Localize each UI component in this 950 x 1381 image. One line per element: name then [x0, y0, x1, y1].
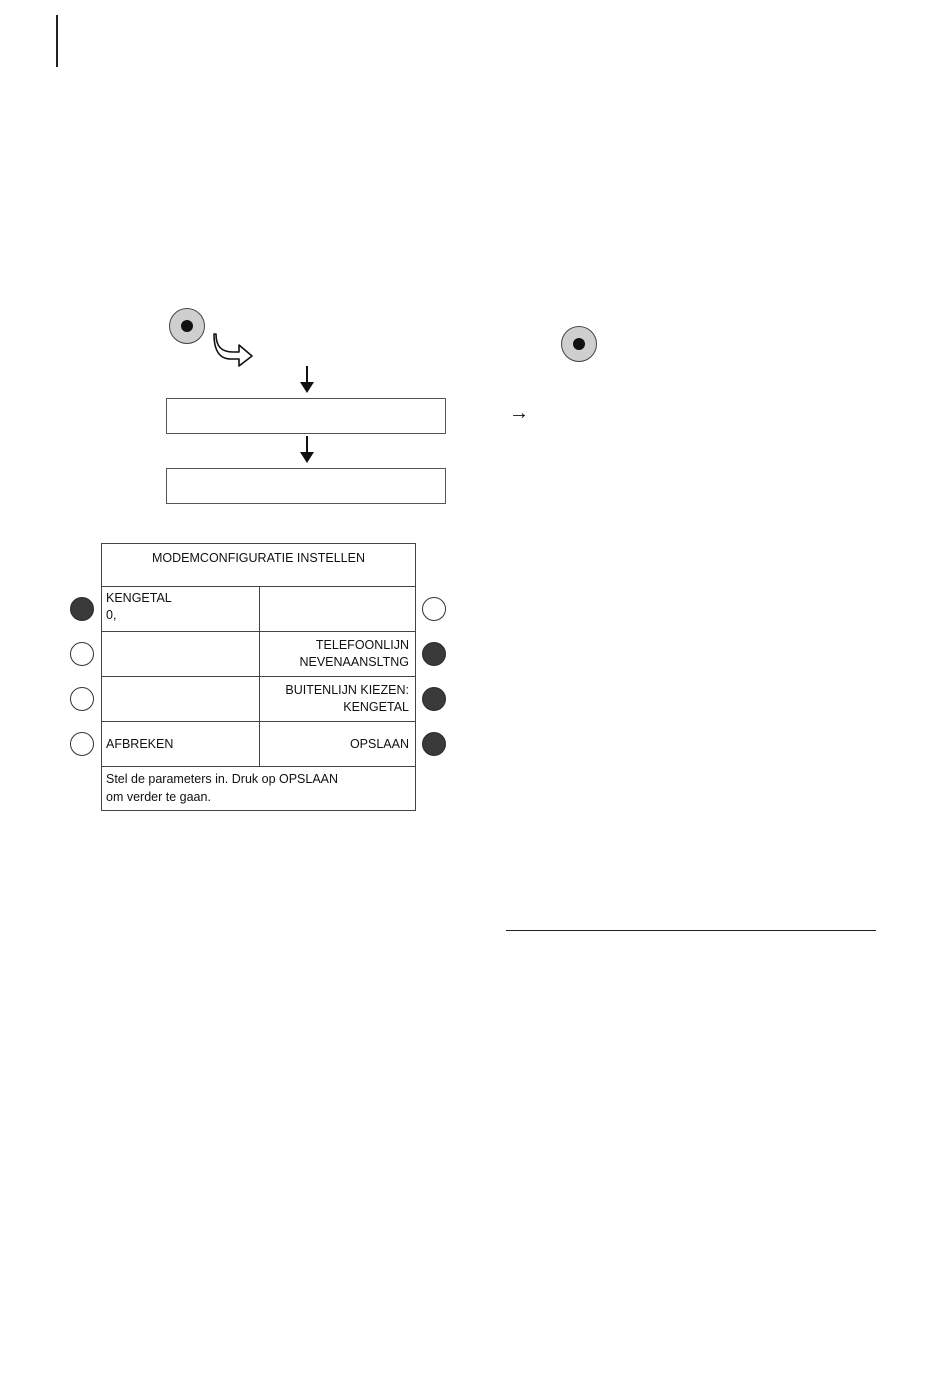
flow-step-box-1	[166, 398, 446, 434]
cell-opslaan: OPSLAAN	[349, 737, 409, 751]
softkey-right-1-empty-icon	[422, 597, 446, 621]
curved-arrow-icon	[213, 332, 257, 368]
display-screen	[101, 543, 416, 811]
softkey-right-2-filled-icon	[422, 642, 446, 666]
softkey-left-3-empty-icon	[70, 687, 94, 711]
softkey-right-4-filled-icon	[422, 732, 446, 756]
softkey-right-3-filled-icon	[422, 687, 446, 711]
cell-nevenaansltng: NEVENAANSLTNG	[299, 655, 409, 669]
round-press-button-icon	[169, 308, 205, 344]
right-arrow-icon: →	[509, 402, 529, 424]
cell-buitenlijn-kengetal: KENGETAL	[343, 700, 409, 714]
screen-footer-line-1: Stel de parameters in. Druk op OPSLAAN	[106, 772, 339, 786]
cell-afbreken: AFBREKEN	[106, 737, 174, 751]
screen-footer-line-2: om verder te gaan.	[106, 790, 211, 804]
down-arrow-icon	[300, 436, 314, 464]
screen-title: MODEMCONFIGURATIE INSTELLEN	[152, 551, 365, 565]
softkey-left-1-filled-icon	[70, 597, 94, 621]
cell-kengetal-value: 0,	[106, 608, 117, 622]
horizontal-rule	[506, 930, 876, 931]
cell-kengetal-label: KENGETAL	[106, 591, 172, 605]
cell-telefoonlijn: TELEFOONLIJN	[315, 638, 409, 652]
cell-buitenlijn-kiezen: BUITENLIJN KIEZEN:	[285, 683, 409, 697]
margin-bar	[56, 15, 58, 67]
flow-step-box-2	[166, 468, 446, 504]
down-arrow-icon	[300, 366, 314, 394]
softkey-left-2-empty-icon	[70, 642, 94, 666]
softkey-left-4-empty-icon	[70, 732, 94, 756]
round-press-button-icon	[561, 326, 597, 362]
